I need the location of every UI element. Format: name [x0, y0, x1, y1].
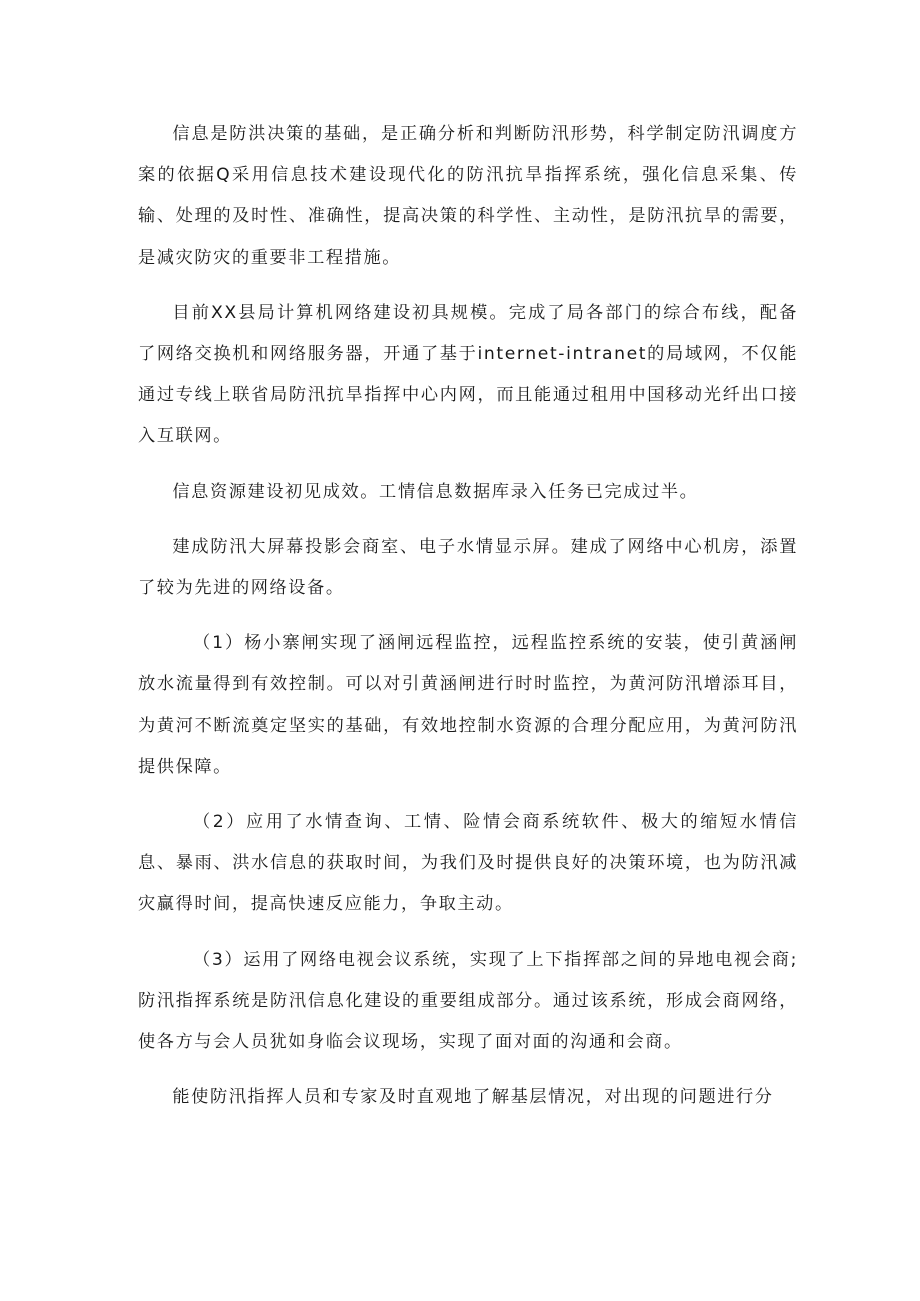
paragraph-item-3-video-conference: （3）运用了网络电视会议系统，实现了上下指挥部之间的异地电视会商;防汛指挥系统是防汛信息化建设的重要组成部分。通过该系统，形成会商网络，使各方与会人员犹如身临会议现场，实现了面对面的沟通和会商。	[138, 949, 798, 1053]
paragraph-flood-info-basis: 信息是防洪决策的基础，是正确分析和判断防汛形势，科学制定防汛调度方案的依据Q采用信息技术建设现代化的防汛抗旱指挥系统，强化信息采集、传输、处理的及时性、准确性，提高决策的科学性、主动性，是防汛抗旱的需要，是减灾防灾的重要非工程措施。	[138, 124, 798, 268]
paragraph-network-construction: 目前XX县局计算机网络建设初具规模。完成了局各部门的综合布线，配备了网络交换机和网络服务器，开通了基于internet-intranet的局域网，不仅能通过专线上联省局防汛抗旱指挥中心内网，而且能通过租用中国移动光纤出口接入互联网。	[138, 302, 798, 447]
paragraph-item-2-consultation-software: （2）应用了水情查询、工情、险情会商系统软件、极大的缩短水情信息、暴雨、洪水信息的获取时间，为我们及时提供良好的决策环境，也为防汛减灾赢得时间，提高快速反应能力，争取主动。	[138, 812, 798, 915]
paragraph-info-resources: 信息资源建设初见成效。工情信息数据库录入任务已完成过半。	[172, 481, 699, 502]
paragraph-item-1-remote-monitoring: （1）杨小寨闸实现了涵闸远程监控，远程监控系统的安装，使引黄涵闸放水流量得到有效控制。可以对引黄涵闸进行时时监控，为黄河防汛增添耳目，为黄河不断流奠定坚实的基础，有效地控制水资源的合理分配应用，为黄河防汛提供保障。	[138, 633, 798, 777]
paragraph-command-staff: 能使防汛指挥人员和专家及时直观地了解基层情况，对出现的问题进行分	[172, 1087, 774, 1108]
paragraph-consultation-room: 建成防汛大屏幕投影会商室、电子水情显示屏。建成了网络中心机房，添置了较为先进的网络设备。	[138, 536, 798, 599]
document-body	[138, 114, 798, 1132]
